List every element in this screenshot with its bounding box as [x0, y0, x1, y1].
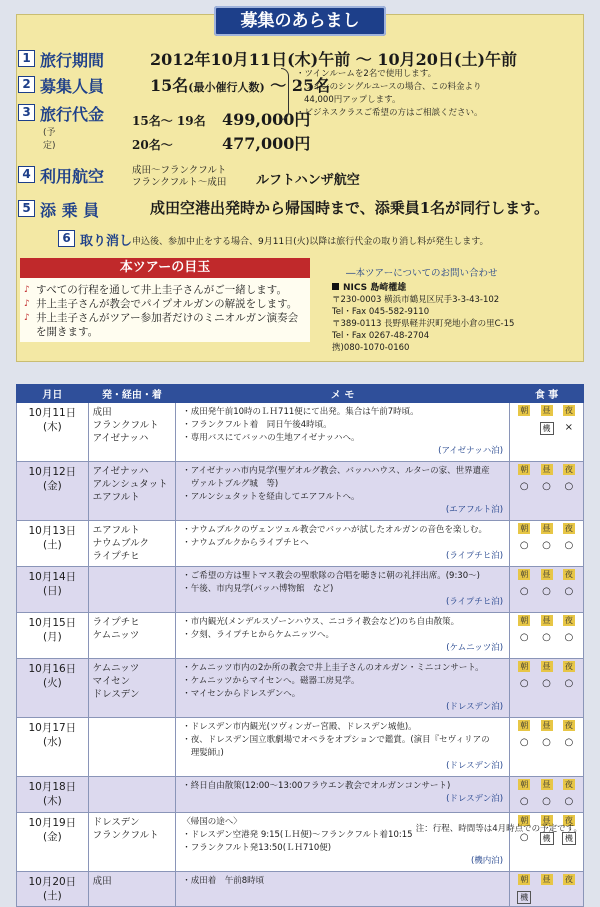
row-places [88, 462, 176, 521]
row-place: ケムニッツ [92, 630, 140, 641]
meal-label: 朝 [520, 524, 529, 533]
item-number: 2 [18, 76, 35, 93]
item-label: 旅行期間 [40, 51, 105, 70]
memo-line: ・ナウムブルクからライプチヒへ [182, 538, 309, 548]
meal-value: ○ [564, 481, 574, 492]
row-place: エアフルト [92, 492, 140, 503]
row-meals [510, 777, 584, 813]
meal-label: 昼 [542, 465, 551, 474]
contact-title: ―本ツアーについてのお問い合わせ [346, 268, 498, 279]
meal-label: 朝 [520, 780, 529, 789]
row-meals [510, 659, 584, 718]
row-memo [176, 521, 510, 567]
contact-line: 携)080-1070-0160 [332, 343, 410, 353]
meal-label: 夜 [564, 406, 573, 415]
schedule-row [17, 462, 584, 521]
schedule-row [17, 872, 584, 907]
meal-value: 機 [540, 422, 554, 435]
row-place: ライプチヒ [92, 551, 140, 562]
meal-label: 昼 [542, 616, 551, 625]
row-date-dow: (月) [42, 631, 62, 643]
row-place: ライプチヒ [92, 617, 140, 628]
item-number: 3 [18, 104, 35, 121]
row-date [17, 462, 89, 521]
meal-label: 朝 [520, 721, 529, 730]
meal-labels [513, 720, 580, 731]
row-date [17, 613, 89, 659]
price-amount: 477,000円 [222, 134, 311, 153]
row-date-day: 10月15日 [28, 617, 77, 629]
row-date [17, 403, 89, 462]
row-memo [176, 403, 510, 462]
meal-label: 昼 [542, 721, 551, 730]
schedule-row [17, 567, 584, 613]
row-date-day: 10月16日 [28, 663, 77, 675]
meal-labels [513, 779, 580, 790]
meal-label: 昼 [542, 875, 551, 884]
highlight-item-cont: を開きます。 [36, 326, 99, 338]
row-stay: (ライプチヒ泊) [446, 597, 504, 607]
item-value: 成田空港出発時から帰国時まで、添乗員1名が同行します。 [150, 199, 549, 217]
row-meals [510, 718, 584, 777]
meal-label: 夜 [564, 524, 573, 533]
meal-label: 昼 [542, 662, 551, 671]
memo-line: ・アルンシュタットを経由してエアフルトへ。 [182, 492, 360, 502]
meal-value [562, 891, 576, 904]
memo-line: ・ご希望の方は聖トマス教会の聖歌隊の合唱を聴きに朝の礼拝出席。(9:30～) [182, 571, 480, 581]
meal-labels [513, 661, 580, 672]
item-number: 5 [18, 200, 35, 217]
row-date [17, 659, 89, 718]
row-memo [176, 613, 510, 659]
row-place: 成田 [92, 407, 112, 418]
row-stay: (ケムニッツ泊) [446, 643, 504, 653]
meal-value: ○ [564, 540, 574, 551]
members-max: ～ 25名 [264, 76, 331, 95]
row-date [17, 567, 89, 613]
item-label: 募集人員 [40, 77, 105, 96]
meal-label: 朝 [520, 406, 529, 415]
meal-label: 朝 [520, 875, 529, 884]
meal-labels [513, 615, 580, 626]
row-place: アルンシュタット [92, 479, 168, 490]
row-place: エアフルト [92, 525, 140, 536]
memo-line: ・午後、市内見学(バッハ博物館 など) [182, 584, 334, 594]
memo-line: ・ドレスデン市内観光(ツヴィンガー宮殿、ドレスデン城他)。 [182, 722, 417, 732]
schedule-row [17, 521, 584, 567]
schedule-row [17, 659, 584, 718]
price-range: 20名～ [132, 138, 173, 152]
flight-routes [132, 165, 226, 189]
meal-values [513, 891, 580, 904]
row-date-dow: (金) [42, 831, 62, 843]
schedule-row [17, 403, 584, 462]
meal-labels [513, 464, 580, 475]
memo-line: ・夜、ドレスデン国立歌劇場でオペラをオプションで鑑賞。(演目『セヴィリアの [182, 735, 490, 745]
meal-values [513, 422, 580, 435]
row-date-dow: (日) [42, 585, 62, 597]
row-places [88, 777, 176, 813]
row-date-dow: (木) [42, 421, 62, 433]
meal-label: 夜 [564, 721, 573, 730]
meal-label: 朝 [520, 570, 529, 579]
item-label: 旅行代金 [40, 105, 105, 124]
row-places [88, 521, 176, 567]
highlight-title: 本ツアーの目玉 [20, 258, 310, 278]
item-number: 4 [18, 166, 35, 183]
item-label: 取り消し [80, 234, 133, 249]
meal-value [517, 422, 531, 435]
meal-value: ○ [519, 632, 529, 643]
row-place: フランクフルト [92, 420, 159, 431]
memo-line: ・ナウムブルクのヴェンツェル教会でバッハが試したオルガンの音色を楽しむ。 [182, 525, 487, 535]
row-date [17, 813, 89, 872]
contact-company: NICS 島崎權雄 [332, 282, 514, 294]
members-min: 15名 [150, 76, 189, 95]
row-memo [176, 872, 510, 907]
meal-value: ○ [519, 586, 529, 597]
item-number: 6 [58, 230, 75, 247]
row-places [88, 659, 176, 718]
price-note: 44,000円アップします。 [304, 95, 401, 105]
meal-value: 機 [540, 832, 554, 845]
row-date-dow: (木) [42, 795, 62, 807]
footnote: 注：行程、時間等は4月時点での予定です。 [415, 824, 582, 834]
row-date-day: 10月12日 [28, 466, 77, 478]
memo-line: ・成田発午前10時のＬＨ711便にて出発。集合は午前7時頃。 [182, 407, 419, 417]
meal-label: 夜 [564, 780, 573, 789]
meal-label: 朝 [520, 662, 529, 671]
row-memo [176, 659, 510, 718]
schedule-row [17, 613, 584, 659]
meal-value: ○ [564, 586, 574, 597]
row-places [88, 872, 176, 907]
meal-values [513, 632, 580, 643]
meal-label: 夜 [564, 875, 573, 884]
row-memo [176, 718, 510, 777]
meal-label: 昼 [542, 780, 551, 789]
meal-label: 昼 [542, 524, 551, 533]
meal-values [513, 678, 580, 689]
memo-line: ・夕刻、ライプチヒからケムニッツへ。 [182, 630, 334, 640]
price-row [132, 131, 310, 154]
meal-value: ○ [542, 737, 551, 748]
meal-label: 昼 [542, 406, 551, 415]
airline-name: ルフトハンザ航空 [256, 173, 360, 188]
header-date: 月日 [17, 385, 89, 403]
meal-value: ○ [519, 540, 529, 551]
item-label: 添 乗 員 [40, 201, 100, 220]
row-places [88, 403, 176, 462]
meal-values [513, 796, 580, 807]
meal-label: 昼 [542, 570, 551, 579]
meal-value: ○ [542, 481, 551, 492]
meal-values [513, 540, 580, 551]
memo-line: ・ドレスデン空港発 9:15(ＬＨ便)～フランクフルト着10:15 [182, 830, 413, 840]
meal-value: ○ [542, 796, 551, 807]
row-date-day: 10月13日 [28, 525, 77, 537]
overview-title: 募集のあらまし [214, 6, 386, 36]
meal-label: 朝 [520, 465, 529, 474]
row-place: アイゼナッハ [92, 466, 149, 477]
row-date-dow: (土) [42, 539, 62, 551]
row-stay: (ドレスデン泊) [446, 794, 504, 804]
meal-value: ○ [564, 737, 574, 748]
row-place: フランクフルト [92, 830, 159, 841]
memo-line: ・ケムニッツからマイセンへ。磁器工房見学。 [182, 676, 360, 686]
meal-value: ○ [564, 678, 574, 689]
schedule-row [17, 718, 584, 777]
row-date-day: 10月18日 [28, 781, 77, 793]
meal-label: 夜 [564, 662, 573, 671]
flight-route: 成田～フランクフルト [132, 165, 227, 176]
meal-labels [513, 874, 580, 885]
meal-value: 機 [562, 832, 576, 845]
row-stay: (アイゼナッハ泊) [438, 446, 504, 456]
row-memo [176, 777, 510, 813]
contact-line: Tel・Fax 0267-48-2704 [332, 331, 430, 341]
meal-value: × [564, 422, 574, 433]
price-amount: 499,000円 [222, 110, 311, 129]
memo-line: ヴァルトブルグ城 等) [182, 479, 279, 489]
price-note: ・ツインのシングルユースの場合、この料金より [296, 82, 482, 92]
cancel-note: 申込後、参加中止をする場合、9月11日(火)以降は旅行代金の取り消し料が発生します。 [132, 237, 489, 247]
meal-value: 機 [517, 891, 531, 904]
highlight-item: ♪ 井上圭子さんが教会でパイプオルガンの解説をします。 [26, 297, 298, 311]
memo-line: ・ケムニッツ市内の2か所の教会で井上圭子さんのオルガン・ミニコンサート。 [182, 663, 484, 673]
row-date [17, 872, 89, 907]
contact-line: 〒389-0113 長野県軽井沢町発地小倉の里C-15 [332, 319, 515, 329]
row-place: ドレスデン [92, 817, 140, 828]
memo-line: ・終日自由散策(12:00～13:00フラウエン教会でオルガンコンサート) [182, 781, 451, 791]
memo-line: ・フランクフルト着 同日午後4時頃。 [182, 420, 332, 430]
row-place: 成田 [92, 876, 112, 887]
row-place: アイゼナッハ [92, 433, 149, 444]
meal-value: ○ [542, 586, 551, 597]
row-stay: (機内泊) [470, 856, 504, 866]
meal-label: 朝 [520, 616, 529, 625]
contact-line: Tel・Fax 045-582-9110 [332, 307, 430, 317]
meal-value: ○ [542, 632, 551, 643]
meal-value: ○ [564, 796, 574, 807]
item-value: 2012年10月11日(木)午前 ～ 10月20日(土)午前 [150, 50, 518, 69]
schedule-row [17, 777, 584, 813]
row-meals [510, 872, 584, 907]
meal-value: ○ [542, 540, 551, 551]
row-date [17, 777, 89, 813]
row-date-day: 10月14日 [28, 571, 77, 583]
row-stay: (ライプチヒ泊) [446, 551, 504, 561]
row-date-dow: (金) [42, 480, 62, 492]
contact-line: 〒230-0003 横浜市鶴見区尻手3-3-43-102 [332, 295, 500, 305]
row-date-dow: (土) [42, 890, 62, 902]
header-meals: 食 事 [510, 385, 584, 403]
memo-line: 理髪師』) [182, 748, 224, 758]
contact-info [332, 282, 514, 354]
highlight-item: ♪ 井上圭子さんがツアー参加者だけのミニオルガン演奏会 [26, 311, 298, 325]
meal-label: 朝 [520, 816, 529, 825]
row-meals [510, 567, 584, 613]
row-stay: (ドレスデン泊) [446, 761, 504, 771]
row-stay: (ドレスデン泊) [446, 702, 504, 712]
row-date-day: 10月19日 [28, 817, 77, 829]
meal-value: ○ [519, 796, 529, 807]
meal-value: ○ [542, 678, 551, 689]
row-place: ケムニッツ [92, 663, 140, 674]
row-meals [510, 613, 584, 659]
row-date-day: 10月17日 [28, 722, 77, 734]
meal-label: 昼 [542, 816, 551, 825]
row-memo [176, 567, 510, 613]
meal-label: 夜 [564, 816, 573, 825]
item-number: 1 [18, 50, 35, 67]
header-places: 発・経由・着 [88, 385, 176, 403]
row-date-dow: (火) [42, 677, 62, 689]
memo-line: ・市内観光(メンデルスゾーンハウス、ニコライ教会など)のち自由散策。 [182, 617, 460, 627]
flight-route: フランクフルト～成田 [132, 177, 227, 188]
memo-line: 〈帰国の途へ〉 [182, 817, 242, 827]
schedule-header [17, 385, 584, 403]
row-date-day: 10月20日 [28, 876, 77, 888]
header-memo: メ モ [176, 385, 510, 403]
meal-value: ○ [564, 632, 574, 643]
highlight-list [26, 283, 298, 339]
row-places [88, 718, 176, 777]
row-stay: (エアフルト泊) [445, 505, 504, 515]
meal-values [513, 586, 580, 597]
memo-line: ・アイゼナッハ市内見学(聖ゲオルグ教会、バッハハウス、ルターの家、世界遺産 [182, 466, 490, 476]
row-meals [510, 462, 584, 521]
meal-label: 夜 [564, 616, 573, 625]
row-date [17, 718, 89, 777]
row-place: マイセン [92, 676, 131, 687]
meal-value: ○ [519, 737, 529, 748]
row-meals [510, 521, 584, 567]
row-place: ナウムブルク [92, 538, 149, 549]
row-date [17, 521, 89, 567]
meal-value: ○ [519, 481, 529, 492]
meal-value [540, 891, 554, 904]
meal-labels [513, 523, 580, 534]
highlight-item: ♪ すべての行程を通して井上圭子さんがご一緒します。 [26, 283, 298, 297]
memo-line: ・フランクフルト発13:50(ＬＨ710便) [182, 843, 332, 853]
members-note: (最小催行人数) [188, 81, 265, 94]
row-places [88, 567, 176, 613]
price-range: 15名～ 19名 [132, 114, 206, 128]
item-sub: (予定) [43, 128, 56, 151]
row-place: ドレスデン [92, 689, 140, 700]
row-date-day: 10月11日 [28, 407, 77, 419]
price-note: ・ビジネスクラスご希望の方はご相談ください。 [296, 108, 483, 118]
meal-label: 夜 [564, 570, 573, 579]
row-places [88, 813, 176, 872]
row-date-dow: (水) [42, 736, 62, 748]
meal-labels [513, 405, 580, 416]
price-notes [296, 68, 496, 120]
meal-value: ○ [519, 832, 529, 843]
item-label: 利用航空 [40, 167, 105, 186]
meal-value: ○ [519, 678, 529, 689]
memo-line: ・マイセンからドレスデンへ。 [182, 689, 301, 699]
meal-values [513, 481, 580, 492]
row-places [88, 613, 176, 659]
price-note: ・ツインルームを2名で使用します。 [296, 69, 437, 79]
meal-labels [513, 569, 580, 580]
row-memo [176, 462, 510, 521]
memo-line: ・成田着 午前8時頃 [182, 876, 265, 886]
memo-line: ・専用バスにてバッハの生地アイゼナッハへ。 [182, 433, 360, 443]
meal-values [513, 737, 580, 748]
price-brace [281, 68, 289, 120]
meal-label: 夜 [564, 465, 573, 474]
row-meals [510, 403, 584, 462]
